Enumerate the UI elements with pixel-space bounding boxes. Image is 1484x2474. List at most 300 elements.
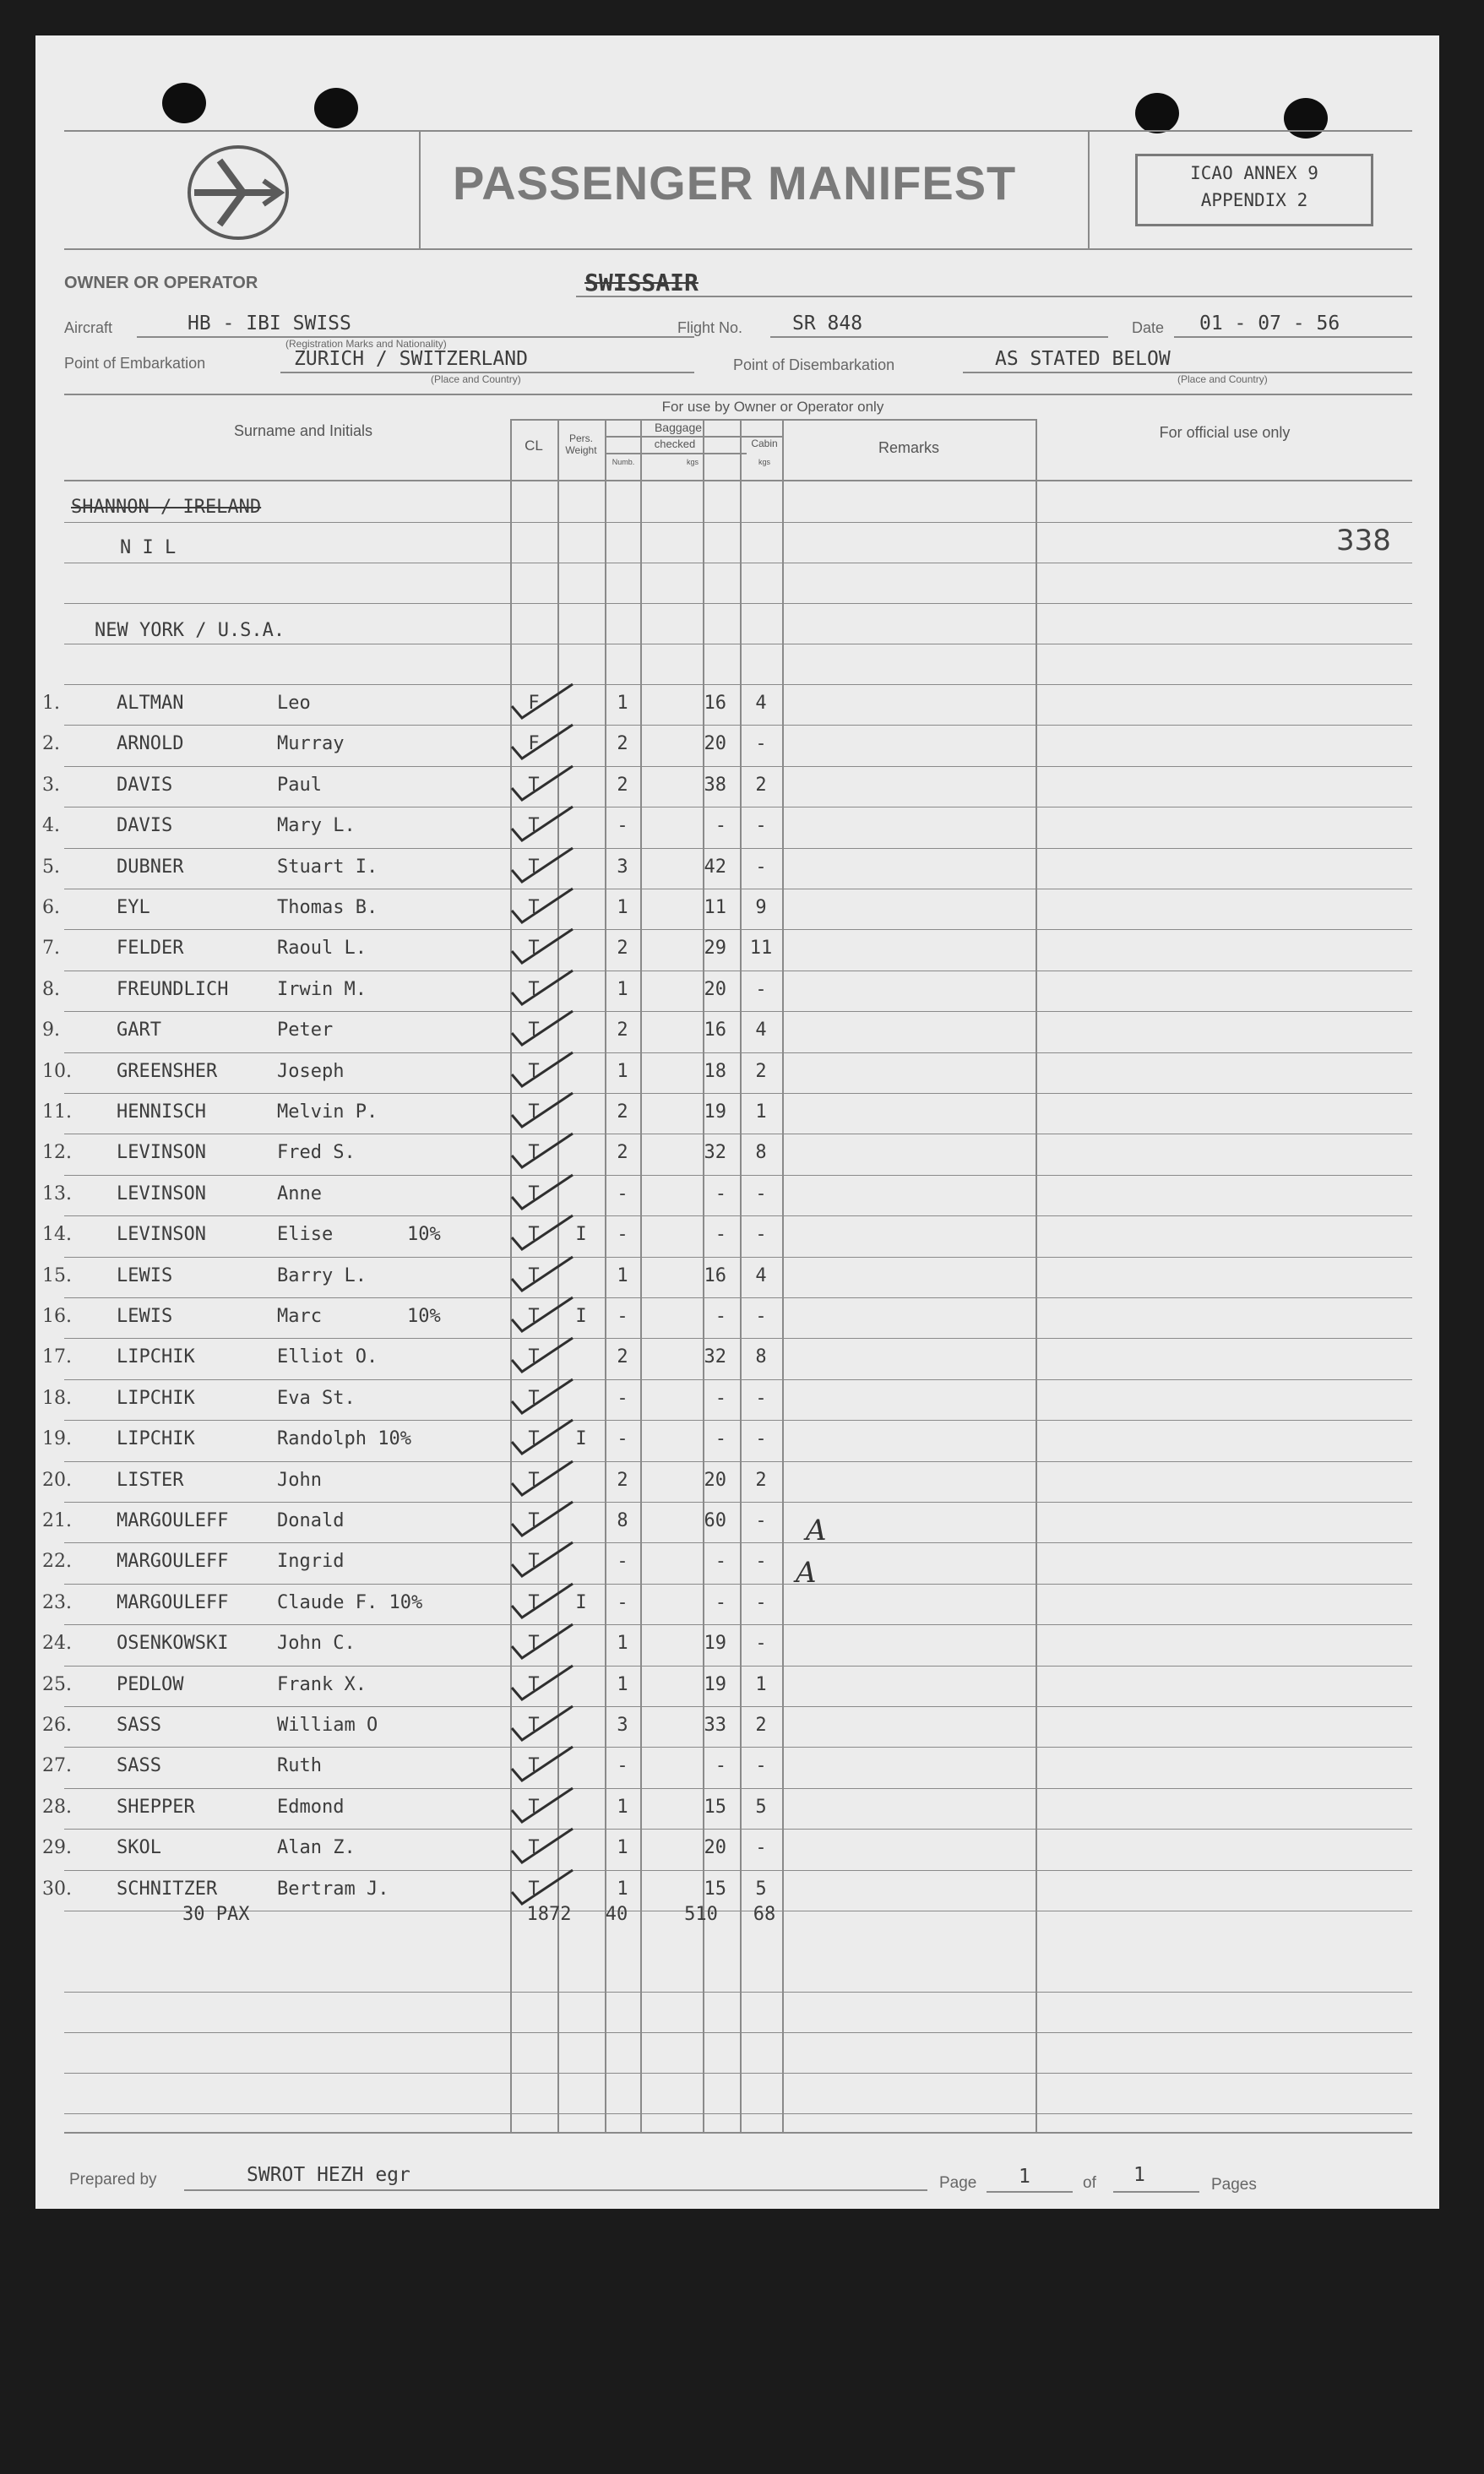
- baggage-count: 1: [617, 1265, 628, 1286]
- icao-line-1: ICAO ANNEX 9: [1190, 163, 1318, 183]
- page-value: 1: [1019, 2166, 1030, 2188]
- passenger-class: F: [528, 733, 540, 754]
- table-row-rule: [64, 1175, 1412, 1176]
- cabin-kgs: -: [755, 1837, 767, 1858]
- cabin-kgs: 4: [755, 1265, 767, 1286]
- table-row-rule: [64, 1093, 1412, 1094]
- table-row-rule: [64, 1829, 1412, 1830]
- baggage-kgs: 18: [704, 1061, 726, 1082]
- punch-hole: [1135, 93, 1179, 133]
- baggage-kgs: 16: [704, 693, 726, 714]
- baggage-count: 2: [617, 1020, 628, 1041]
- row-number: 6.: [42, 897, 60, 918]
- baggage-kgs: 60: [704, 1510, 726, 1531]
- passenger-class: T: [528, 1879, 540, 1900]
- passenger-class: T: [528, 1101, 540, 1123]
- cabin-kgs: -: [755, 1755, 767, 1776]
- check-mark-icon: [508, 681, 576, 723]
- table-row-rule: [64, 1297, 1412, 1298]
- check-mark-icon: [508, 721, 576, 764]
- baggage-count: 3: [617, 1715, 628, 1736]
- table-row-rule: [64, 522, 1412, 523]
- table-row-rule: [64, 603, 1412, 604]
- row-number: 5.: [42, 856, 60, 878]
- baggage-kgs: -: [715, 1183, 726, 1204]
- baggage-count: 2: [617, 1346, 628, 1367]
- baggage-kgs: 20: [704, 1470, 726, 1491]
- cabin-kgs: -: [755, 856, 767, 878]
- table-row-rule: [64, 1502, 1412, 1503]
- passenger-given-name: Melvin P.: [277, 1101, 378, 1123]
- flight-value: SR 848: [792, 313, 863, 334]
- cabin-kgs: -: [755, 1306, 767, 1327]
- row-number: 3.: [42, 775, 60, 796]
- aircraft-label: Aircraft: [64, 319, 113, 336]
- check-mark-icon: [508, 1539, 576, 1581]
- passenger-class: T: [528, 1633, 540, 1654]
- row-number: 16.: [42, 1306, 72, 1327]
- cabin-kgs: 5: [755, 1797, 767, 1818]
- col-cl: CL: [525, 438, 543, 454]
- baggage-count: 1: [617, 897, 628, 918]
- row-number: 23.: [42, 1592, 72, 1613]
- passenger-surname: DUBNER: [117, 856, 184, 878]
- passenger-surname: HENNISCH: [117, 1101, 206, 1123]
- passenger-class: T: [528, 1020, 540, 1041]
- table-row-rule: [64, 1257, 1412, 1258]
- table-row-rule: [64, 1052, 1412, 1053]
- col-checked: checked: [654, 438, 696, 450]
- col-remarks: Remarks: [878, 439, 939, 456]
- baggage-kgs: 15: [704, 1879, 726, 1900]
- flight-label: Flight No.: [677, 319, 743, 336]
- passenger-class: T: [528, 1265, 540, 1286]
- passenger-class: T: [528, 1306, 540, 1327]
- passenger-class: T: [528, 1797, 540, 1818]
- check-mark-icon: [508, 803, 576, 846]
- table-row-rule: [64, 1584, 1412, 1585]
- total-cl: 1872: [526, 1904, 572, 1925]
- passenger-class: F: [528, 693, 540, 714]
- passenger-given-name: Ingrid: [277, 1551, 345, 1572]
- check-mark-icon: [508, 1580, 576, 1623]
- baggage-kgs: 15: [704, 1797, 726, 1818]
- table-row-rule: [64, 1338, 1412, 1339]
- stamp-number: 338: [1336, 524, 1391, 557]
- baggage-kgs: -: [715, 815, 726, 836]
- passenger-surname: SASS: [117, 1715, 161, 1736]
- baggage-count: -: [617, 1551, 628, 1572]
- passenger-given-name: William O: [277, 1715, 378, 1736]
- cabin-kgs: 5: [755, 1879, 767, 1900]
- check-mark-icon: [508, 967, 576, 1009]
- passenger-surname: FREUNDLICH: [117, 979, 229, 1000]
- passenger-class: T: [528, 1715, 540, 1736]
- date-label: Date: [1132, 319, 1165, 336]
- passenger-surname: LIPCHIK: [117, 1388, 195, 1409]
- disembarkation-label: Point of Disembarkation: [733, 356, 895, 373]
- baggage-kgs: 29: [704, 938, 726, 959]
- passenger-note: 10%: [407, 1306, 441, 1327]
- passenger-given-name: Irwin M.: [277, 979, 367, 1000]
- row-number: 12.: [42, 1142, 72, 1163]
- table-row-rule: [64, 2032, 1412, 2033]
- passenger-given-name: Barry L.: [277, 1265, 367, 1286]
- passenger-surname: ARNOLD: [117, 733, 184, 754]
- owner-label: OWNER OR OPERATOR: [64, 274, 258, 292]
- passenger-given-name: Paul: [277, 775, 322, 796]
- row-number: 25.: [42, 1674, 72, 1695]
- baggage-kgs: 19: [704, 1633, 726, 1654]
- baggage-count: 8: [617, 1510, 628, 1531]
- passenger-surname: SHEPPER: [117, 1797, 195, 1818]
- cabin-kgs: 1: [755, 1674, 767, 1695]
- passenger-given-name: Mary L.: [277, 815, 356, 836]
- row-number: 20.: [42, 1470, 72, 1491]
- row-number: 30.: [42, 1879, 72, 1900]
- baggage-count: -: [617, 1224, 628, 1245]
- baggage-count: -: [617, 1428, 628, 1449]
- passenger-given-name: Elliot O.: [277, 1346, 378, 1367]
- embarkation-sub: (Place and Country): [431, 373, 521, 385]
- cabin-kgs: 9: [755, 897, 767, 918]
- passenger-class: T: [528, 1428, 540, 1449]
- cabin-kgs: -: [755, 979, 767, 1000]
- row-number: 17.: [42, 1346, 72, 1367]
- punch-hole: [1284, 98, 1328, 139]
- table-column-rule: [782, 419, 784, 2132]
- passenger-given-name: John C.: [277, 1633, 356, 1654]
- table-row-rule: [64, 1011, 1412, 1012]
- passenger-class: T: [528, 1346, 540, 1367]
- passenger-given-name: Donald: [277, 1510, 345, 1531]
- cabin-kgs: 8: [755, 1142, 767, 1163]
- passenger-given-name: Murray: [277, 733, 345, 754]
- cabin-kgs: -: [755, 1592, 767, 1613]
- passenger-given-name: Ruth: [277, 1755, 322, 1776]
- passenger-pers-weight: I: [575, 1592, 587, 1613]
- passenger-class: T: [528, 1224, 540, 1245]
- passenger-given-name: Thomas B.: [277, 897, 378, 918]
- aircraft-value: HB - IBI SWISS: [188, 313, 351, 334]
- passenger-given-name: Joseph: [277, 1061, 345, 1082]
- row-number: 13.: [42, 1183, 72, 1204]
- passenger-class: T: [528, 856, 540, 878]
- baggage-count: 2: [617, 938, 628, 959]
- passenger-class: T: [528, 1674, 540, 1695]
- total-numb: 40: [605, 1904, 628, 1925]
- passenger-class: T: [528, 1183, 540, 1204]
- cabin-kgs: 11: [749, 938, 773, 959]
- check-mark-icon: [508, 1294, 576, 1336]
- cabin-kgs: 2: [755, 775, 767, 796]
- col-owner-use: For use by Owner or Operator only: [661, 399, 884, 415]
- prepared-value: SWROT HEZH egr: [247, 2164, 410, 2186]
- baggage-count: -: [617, 1755, 628, 1776]
- table-column-rule: [1036, 419, 1037, 2132]
- row-number: 21.: [42, 1510, 72, 1531]
- col-baggage: Baggage: [654, 421, 703, 434]
- passenger-given-name: John: [277, 1470, 322, 1491]
- passenger-class: T: [528, 1837, 540, 1858]
- passenger-given-name: Claude F. 10%: [277, 1592, 423, 1613]
- baggage-count: 1: [617, 1633, 628, 1654]
- table-row-rule: [64, 1992, 1412, 1993]
- baggage-kgs: 42: [704, 856, 726, 878]
- passenger-class: T: [528, 897, 540, 918]
- check-mark-icon: [508, 1130, 576, 1172]
- baggage-kgs: 38: [704, 775, 726, 796]
- passenger-surname: OSENKOWSKI: [117, 1633, 229, 1654]
- passenger-surname: DAVIS: [117, 815, 173, 836]
- row-number: 24.: [42, 1633, 72, 1654]
- baggage-count: -: [617, 815, 628, 836]
- cabin-kgs: 2: [755, 1715, 767, 1736]
- date-value: 01 - 07 - 56: [1199, 313, 1340, 334]
- passenger-class: T: [528, 1388, 540, 1409]
- baggage-count: 2: [617, 1101, 628, 1123]
- baggage-count: -: [617, 1592, 628, 1613]
- check-mark-icon: [508, 1335, 576, 1377]
- passenger-given-name: Bertram J.: [277, 1879, 389, 1900]
- passenger-surname: LEWIS: [117, 1265, 173, 1286]
- table-row-rule: [64, 1420, 1412, 1421]
- baggage-kgs: 16: [704, 1020, 726, 1041]
- table-row-rule: [64, 1215, 1412, 1216]
- airline-logo: [186, 144, 291, 242]
- row-number: 8.: [42, 979, 60, 1000]
- col-numb: Numb.: [612, 458, 635, 466]
- total-pax: 30 PAX: [182, 1904, 250, 1925]
- passenger-surname: LIPCHIK: [117, 1346, 195, 1367]
- row-number: 14.: [42, 1224, 72, 1245]
- baggage-count: -: [617, 1183, 628, 1204]
- row-number: 19.: [42, 1428, 72, 1449]
- passenger-surname: PEDLOW: [117, 1674, 184, 1695]
- row-number: 9.: [42, 1020, 60, 1041]
- page-title: PASSENGER MANIFEST: [453, 156, 1017, 209]
- cabin-kgs: -: [755, 1428, 767, 1449]
- table-row-rule: [64, 766, 1412, 767]
- col-weight: Weight: [565, 444, 597, 456]
- check-mark-icon: [508, 1049, 576, 1091]
- row-number: 1.: [42, 693, 60, 714]
- check-mark-icon: [508, 845, 576, 887]
- row-number: 18.: [42, 1388, 72, 1409]
- check-mark-icon: [508, 885, 576, 927]
- passenger-given-name: Edmond: [277, 1797, 345, 1818]
- passenger-note: 10%: [407, 1224, 441, 1245]
- baggage-kgs: -: [715, 1388, 726, 1409]
- section-nil: N I L: [120, 537, 177, 558]
- check-mark-icon: [508, 1743, 576, 1786]
- table-row-rule: [64, 1461, 1412, 1462]
- baggage-count: 1: [617, 979, 628, 1000]
- check-mark-icon: [508, 1662, 576, 1705]
- remark-mark-22: A: [806, 1514, 827, 1547]
- baggage-count: 2: [617, 775, 628, 796]
- pages-label: Pages: [1211, 2176, 1257, 2194]
- passenger-class: T: [528, 1142, 540, 1163]
- baggage-kgs: 11: [704, 897, 726, 918]
- baggage-kgs: -: [715, 1224, 726, 1245]
- table-row-rule: [64, 1788, 1412, 1789]
- check-mark-icon: [508, 1458, 576, 1500]
- passenger-given-name: Marc: [277, 1306, 322, 1327]
- table-row-rule: [64, 1624, 1412, 1625]
- table-row-rule: [64, 1379, 1412, 1380]
- row-number: 15.: [42, 1265, 72, 1286]
- passenger-given-name: Frank X.: [277, 1674, 367, 1695]
- check-mark-icon: [508, 1212, 576, 1254]
- passenger-class: T: [528, 1470, 540, 1491]
- passenger-given-name: Elise: [277, 1224, 334, 1245]
- col-kgs: kgs: [686, 458, 699, 466]
- passenger-surname: LEVINSON: [117, 1224, 206, 1245]
- col-surname: Surname and Initials: [233, 422, 373, 439]
- baggage-kgs: -: [715, 1428, 726, 1449]
- baggage-kgs: -: [715, 1755, 726, 1776]
- baggage-count: 1: [617, 1837, 628, 1858]
- passenger-given-name: Peter: [277, 1020, 334, 1041]
- baggage-kgs: 20: [704, 979, 726, 1000]
- baggage-kgs: -: [715, 1592, 726, 1613]
- section-shannon: SHANNON / IRELAND: [71, 497, 262, 518]
- row-number: 2.: [42, 733, 60, 754]
- disembarkation-value: AS STATED BELOW: [995, 348, 1171, 370]
- baggage-count: 1: [617, 1674, 628, 1695]
- cabin-kgs: 8: [755, 1346, 767, 1367]
- check-mark-icon: [508, 926, 576, 968]
- baggage-count: -: [617, 1306, 628, 1327]
- cabin-kgs: -: [755, 733, 767, 754]
- of-label: of: [1083, 2174, 1096, 2192]
- passenger-class: T: [528, 1061, 540, 1082]
- passenger-given-name: Stuart I.: [277, 856, 378, 878]
- passenger-surname: GART: [117, 1020, 161, 1041]
- baggage-kgs: 33: [704, 1715, 726, 1736]
- cabin-kgs: -: [755, 1510, 767, 1531]
- remark-mark-23: A: [796, 1556, 817, 1590]
- table-row-rule: [64, 1747, 1412, 1748]
- table-row-rule: [64, 848, 1412, 849]
- table-row-rule: [64, 2073, 1412, 2074]
- table-row-rule: [64, 2113, 1412, 2114]
- table-row-rule: [64, 1870, 1412, 1871]
- passenger-class: T: [528, 1755, 540, 1776]
- check-mark-icon: [508, 1825, 576, 1868]
- row-number: 29.: [42, 1837, 72, 1858]
- passenger-surname: MARGOULEFF: [117, 1592, 229, 1613]
- baggage-count: 2: [617, 1470, 628, 1491]
- baggage-kgs: 20: [704, 1837, 726, 1858]
- cabin-kgs: 4: [755, 693, 767, 714]
- baggage-kgs: 16: [704, 1265, 726, 1286]
- manifest-sheet: [35, 35, 1439, 2209]
- passenger-class: T: [528, 775, 540, 796]
- passenger-pers-weight: I: [575, 1224, 587, 1245]
- baggage-kgs: 19: [704, 1674, 726, 1695]
- baggage-kgs: -: [715, 1551, 726, 1572]
- passenger-surname: SCHNITZER: [117, 1879, 218, 1900]
- passenger-surname: DAVIS: [117, 775, 173, 796]
- check-mark-icon: [508, 1090, 576, 1132]
- baggage-count: 1: [617, 1061, 628, 1082]
- col-cabin: Cabin: [751, 438, 778, 449]
- row-number: 26.: [42, 1715, 72, 1736]
- passenger-surname: MARGOULEFF: [117, 1551, 229, 1572]
- passenger-given-name: Leo: [277, 693, 311, 714]
- passenger-surname: LEVINSON: [117, 1183, 206, 1204]
- cabin-kgs: -: [755, 1183, 767, 1204]
- passenger-surname: MARGOULEFF: [117, 1510, 229, 1531]
- table-row-rule: [64, 929, 1412, 930]
- row-number: 4.: [42, 815, 60, 836]
- passenger-class: T: [528, 1510, 540, 1531]
- passenger-given-name: Anne: [277, 1183, 322, 1204]
- passenger-surname: ALTMAN: [117, 693, 184, 714]
- passenger-surname: GREENSHER: [117, 1061, 218, 1082]
- table-row-rule: [64, 1542, 1412, 1543]
- embarkation-value: ZURICH / SWITZERLAND: [294, 348, 528, 370]
- cabin-kgs: -: [755, 815, 767, 836]
- total-cabin: 68: [753, 1904, 776, 1925]
- cabin-kgs: -: [755, 1633, 767, 1654]
- baggage-kgs: 32: [704, 1346, 726, 1367]
- cabin-kgs: 2: [755, 1061, 767, 1082]
- passenger-class: T: [528, 1592, 540, 1613]
- passenger-surname: SKOL: [117, 1837, 161, 1858]
- check-mark-icon: [508, 1867, 576, 1909]
- row-number: 11.: [42, 1101, 72, 1123]
- section-newyork: NEW YORK / U.S.A.: [95, 620, 285, 641]
- icao-box: [1135, 154, 1373, 226]
- embarkation-label: Point of Embarkation: [64, 355, 206, 372]
- col-official: For official use only: [1159, 424, 1291, 441]
- baggage-count: 3: [617, 856, 628, 878]
- baggage-count: 1: [617, 693, 628, 714]
- table-row-rule: [64, 725, 1412, 726]
- passenger-pers-weight: I: [575, 1306, 587, 1327]
- check-mark-icon: [508, 1498, 576, 1541]
- col-pers: Pers.: [568, 432, 593, 444]
- baggage-kgs: 20: [704, 733, 726, 754]
- punch-hole: [314, 88, 358, 128]
- disembarkation-sub: (Place and Country): [1177, 373, 1268, 385]
- check-mark-icon: [508, 1703, 576, 1745]
- passenger-surname: LIPCHIK: [117, 1428, 195, 1449]
- check-mark-icon: [508, 1785, 576, 1827]
- icao-line-2: APPENDIX 2: [1200, 190, 1308, 210]
- row-number: 22.: [42, 1551, 72, 1572]
- check-mark-icon: [508, 1376, 576, 1418]
- prepared-label: Prepared by: [69, 2171, 157, 2189]
- cabin-kgs: -: [755, 1224, 767, 1245]
- cabin-kgs: 2: [755, 1470, 767, 1491]
- cabin-kgs: -: [755, 1551, 767, 1572]
- baggage-count: 2: [617, 733, 628, 754]
- passenger-pers-weight: I: [575, 1428, 587, 1449]
- baggage-count: -: [617, 1388, 628, 1409]
- passenger-surname: EYL: [117, 897, 150, 918]
- passenger-class: T: [528, 815, 540, 836]
- passenger-surname: FELDER: [117, 938, 184, 959]
- baggage-kgs: 32: [704, 1142, 726, 1163]
- passenger-given-name: Randolph 10%: [277, 1428, 411, 1449]
- passenger-surname: LEWIS: [117, 1306, 173, 1327]
- cabin-kgs: 4: [755, 1020, 767, 1041]
- passenger-surname: SASS: [117, 1755, 161, 1776]
